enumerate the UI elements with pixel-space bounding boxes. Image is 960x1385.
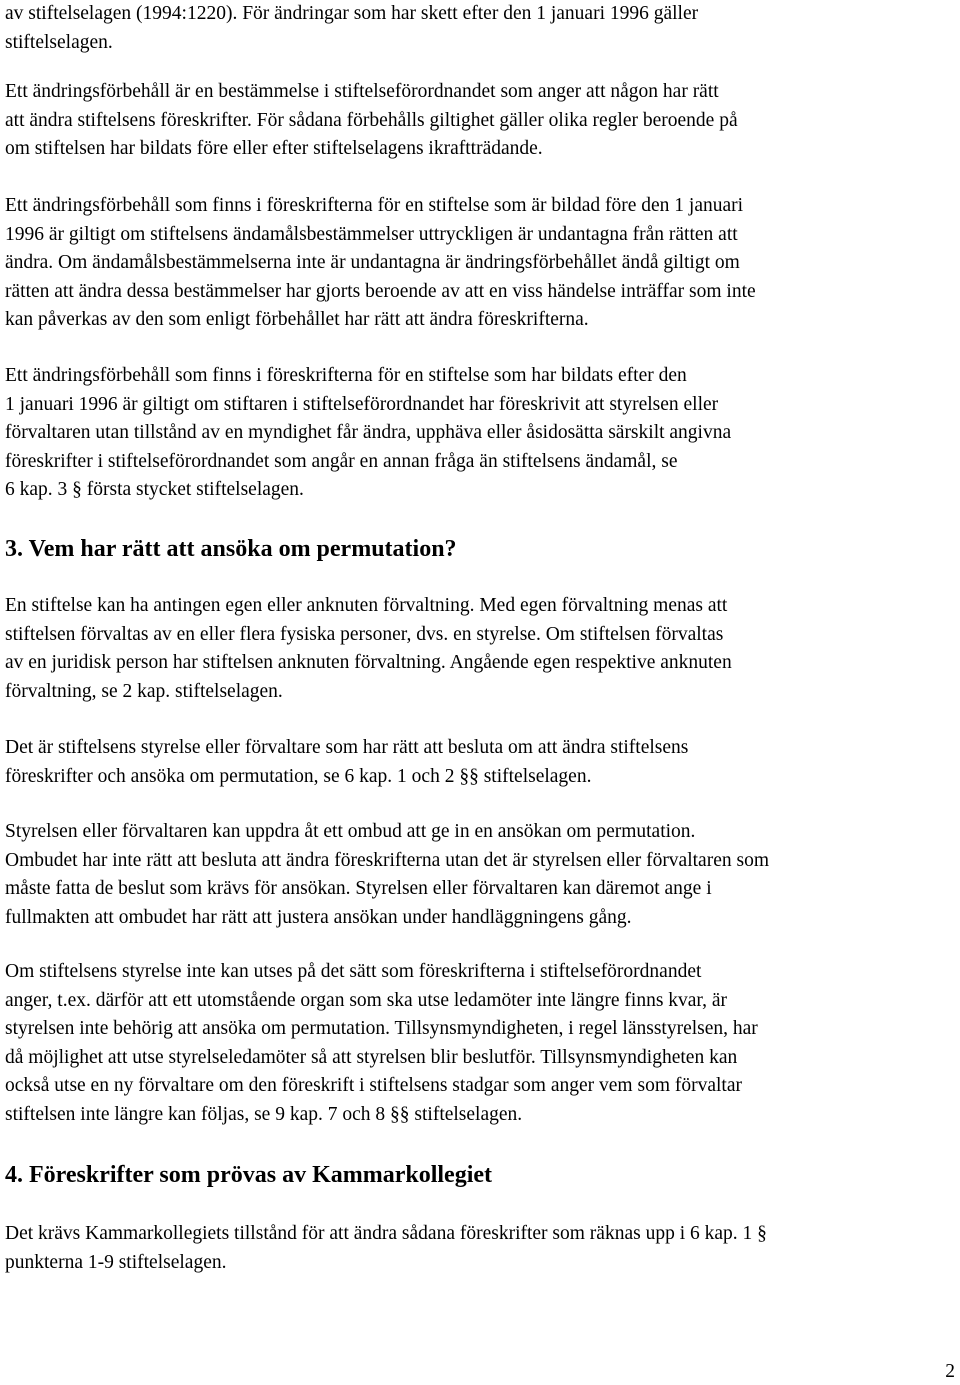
section-4-heading-block	[5, 1160, 492, 1190]
page-number: 2	[945, 1361, 955, 1382]
section-heading: 4. Föreskrifter som prövas av Kammarkollegiet	[5, 1162, 493, 1188]
paragraph-3	[5, 192, 756, 335]
text-line: ändra. Om ändamålsbestämmelserna inte är undantagna är ändringsförbehållet ändå giltigt om	[5, 252, 740, 274]
text-line: förvaltaren utan tillstånd av en myndighet får ändra, upphäva eller åsidosätta särskilt angivna	[5, 422, 732, 444]
text-line: Ett ändringsförbehåll som finns i föreskrifterna för en stiftelse som är bildad före den 1 januari	[5, 195, 744, 216]
text-line: anger, t.ex. därför att ett utomstående organ som ska utse ledamöter inte längre finns kvar, är	[5, 989, 728, 1011]
text-line: av en juridisk person har stiftelsen anknuten förvaltning. Angående egen respektive anknuten	[5, 652, 732, 674]
paragraph-6	[5, 734, 688, 791]
text-line: föreskrifter och ansöka om permutation, se 6 kap. 1 och 2 §§ stiftelselagen.	[5, 765, 592, 787]
text-line: stiftelsen inte längre kan följas, se 9 kap. 7 och 8 §§ stiftelselagen.	[5, 1103, 523, 1125]
text-line: då möjlighet att utse styrelseledamöter så att styrelsen blir beslutför. Tillsynsmyndigheten kan	[5, 1046, 738, 1068]
text-line: Om stiftelsens styrelse inte kan utses på det sätt som föreskrifterna i stiftelseförordnandet	[5, 961, 702, 982]
paragraph-8	[5, 958, 758, 1130]
text-line: punkterna 1-9 stiftelselagen.	[5, 1251, 227, 1273]
section-3-heading-block	[5, 534, 457, 564]
paragraph-1	[5, 0, 698, 57]
paragraph-2	[5, 78, 738, 164]
text-line: stiftelselagen.	[5, 31, 113, 53]
text-line: rätten att ändra dessa bestämmelser har gjorts beroende av att en viss händelse inträffar som inte	[5, 280, 756, 302]
text-line: Det krävs Kammarkollegiets tillstånd för att ändra sådana föreskrifter som räknas upp i 6 kap. 1 §	[5, 1223, 767, 1244]
paragraph-4	[5, 362, 731, 505]
text-line: En stiftelse kan ha antingen egen eller anknuten förvaltning. Med egen förvaltning menas att	[5, 595, 728, 616]
text-line: förvaltning, se 2 kap. stiftelselagen.	[5, 680, 283, 702]
text-line: kan påverkas av den som enligt förbehållet har rätt att ändra föreskrifterna.	[5, 309, 589, 331]
text-line: Styrelsen eller förvaltaren kan uppdra åt ett ombud att ge in en ansökan om permutation.	[5, 821, 696, 842]
section-heading: 3. Vem har rätt att ansöka om permutation?	[5, 536, 457, 562]
text-line: 1 januari 1996 är giltigt om stiftaren i stiftelseförordnandet har föreskrivit att styrelsen eller	[5, 393, 719, 415]
text-line: styrelsen inte behörig att ansöka om permutation. Tillsynsmyndigheten, i regel länsstyrelsen, har	[5, 1018, 758, 1040]
paragraph-9	[5, 1220, 767, 1277]
text-line: Ombudet har inte rätt att besluta att ändra föreskrifterna utan det är styrelsen eller förvaltaren som	[5, 849, 769, 871]
text-line: måste fatta de beslut som krävs för ansökan. Styrelsen eller förvaltaren kan däremot ange i	[5, 878, 712, 900]
text-line: Ett ändringsförbehåll är en bestämmelse i stiftelseförordnandet som anger att någon har rätt	[5, 81, 719, 102]
text-line: Det är stiftelsens styrelse eller förvaltare som har rätt att besluta om att ändra stiftelsens	[5, 737, 689, 758]
paragraph-7	[5, 818, 769, 932]
text-line: också utse en ny förvaltare om den föreskrift i stiftelsens stadgar som anger vem som förvaltar	[5, 1075, 742, 1097]
text-line: fullmakten att ombudet har rätt att justera ansökan under handläggningens gång.	[5, 906, 632, 928]
text-line: att ändra stiftelsens föreskrifter. För sådana förbehålls giltighet gäller olika regler beroende på	[5, 109, 738, 131]
text-line: 1996 är giltigt om stiftelsens ändamålsbestämmelser uttryckligen är undantagna från rätten att	[5, 223, 738, 245]
text-line: Ett ändringsförbehåll som finns i föreskrifterna för en stiftelse som har bildats efter den	[5, 365, 687, 386]
text-line: föreskrifter i stiftelseförordnandet som angår en annan fråga än stiftelsens ändamål, se	[5, 450, 678, 472]
text-line: om stiftelsen har bildats före eller efter stiftelselagens ikraftträdande.	[5, 138, 543, 160]
text-line: av stiftelselagen (1994:1220). För ändringar som har skett efter den 1 januari 1996 gäller	[5, 3, 699, 24]
paragraph-5	[5, 592, 732, 706]
text-line: stiftelsen förvaltas av en eller flera fysiska personer, dvs. en styrelse. Om stiftelsen förvaltas	[5, 623, 724, 645]
text-line: 6 kap. 3 § första stycket stiftelselagen.	[5, 479, 304, 501]
